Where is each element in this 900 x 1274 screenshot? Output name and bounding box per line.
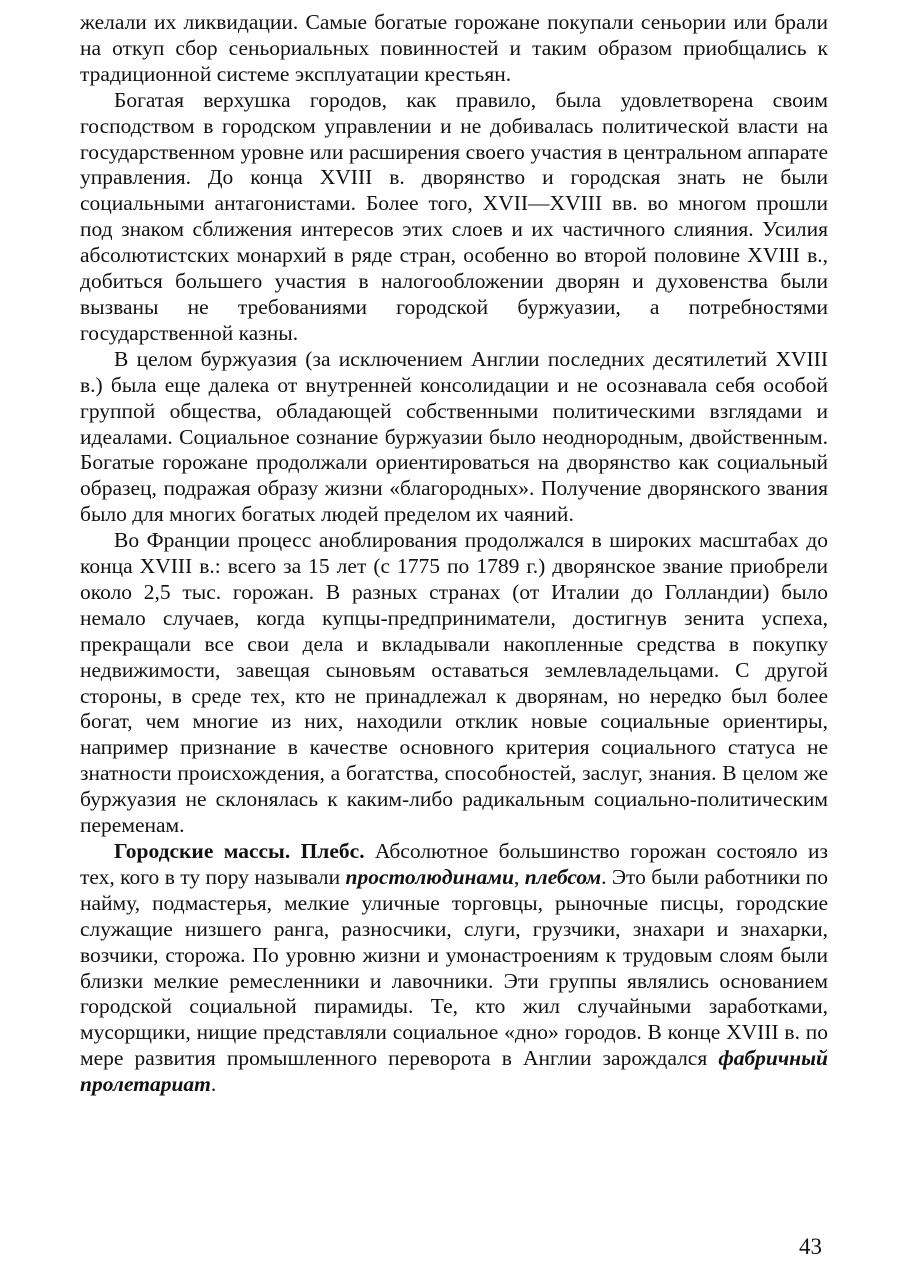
paragraph xyxy=(80,528,828,839)
body-text xyxy=(80,10,828,1098)
emphasized-term: фабричный пролетариат xyxy=(80,1046,828,1097)
emphasized-term: простолюдинами xyxy=(345,864,514,889)
section-heading: Городские массы. Плебс. xyxy=(114,839,365,863)
text-run: , xyxy=(513,864,525,889)
text-run: . Это были работники по найму, подмастерья, мелкие уличные торговцы, рыночные писцы, городские служащие низшего ранга, разносчики, слуги, грузчики, знахари и знахарки, возчики, сторожа. По уровню жизни и умонастроениям к трудовым слоям были близки мелкие ремесленники и лавочники. Эти группы являлись основанием городской социальной пирамиды. Те, кто жил случайными заработками, мусорщики, нищие представляли социальное «дно» городов. В конце XVIII в. по мере развития промышленного переворота в Англии зарождался xyxy=(80,864,828,1071)
text-run: Богатая верхушка городов, как правило, была удовлетворена своим господством в городском управлении и не добивалась политической власти на государственном уровне или расширения своего участия в центральном аппарате управления. До конца XVIII в. дворянство и городская знать не были социальными антагонистами. Более того, XVII—XVIII вв. во многом прошли под знаком сближения интересов этих слоев и их частичного слияния. Усилия абсолютистских монархий в ряде стран, особенно во второй половине XVIII в., добиться большего участия в налогообложении дворян и духовенства были вызваны не требованиями городской буржуазии, а потребностями государственной казны. xyxy=(80,87,828,345)
text-run: . xyxy=(210,1072,217,1097)
text-run: желали их ликвидации. Самые богатые горожане покупали сеньории или брали на откуп сбор сеньориальных повинностей и таким образом приобщались к традиционной системе эксплуатации крестьян. xyxy=(80,10,828,86)
paragraph xyxy=(80,347,828,528)
page-number: 43 xyxy=(799,1234,822,1259)
paragraph xyxy=(80,88,828,347)
text-run: В целом буржуазия (за исключением Англии последних десятилетий XVIII в.) была еще далека от внутренней консолидации и не осознавала себя особой группой общества, обладающей собственными политическими взглядами и идеалами. Социальное сознание буржуазии было неоднородным, двойственным. Богатые горожане продолжали ориентироваться на дворянство как социальный образец, подражая образу жизни «благородных». Получение дворянского звания было для многих богатых людей пределом их чаяний. xyxy=(80,346,828,527)
emphasized-term: плебсом xyxy=(524,864,602,889)
paragraph xyxy=(80,10,828,88)
text-run: Во Франции процесс аноблирования продолжался в широких масштабах до конца XVIII в.: всего за 15 лет (с 1775 по 1789 г.) дворянское звание приобрели около 2,5 тыс. горожан. В разных странах (от Италии до Голландии) было немало случаев, когда купцы-предприниматели, достигнув зенита успеха, прекращали все свои дела и вкладывали накопленные средства в покупку недвижимости, завещая сыновьям оставаться землевладельцами. С другой стороны, в среде тех, кто не принадлежал к дворянам, но нередко был более богат, чем многие из них, находили отклик новые социальные ориентиры, например признание в качестве основного критерия социального статуса не знатности происхождения, а богатства, способностей, заслуг, знания. В целом же буржуазия не склонялась к каким-либо радикальным социально-политическим переменам. xyxy=(80,528,828,838)
paragraph xyxy=(80,839,828,1098)
text-run: Абсолютное большинство горожан состояло из тех, кого в ту пору называли xyxy=(80,839,829,889)
